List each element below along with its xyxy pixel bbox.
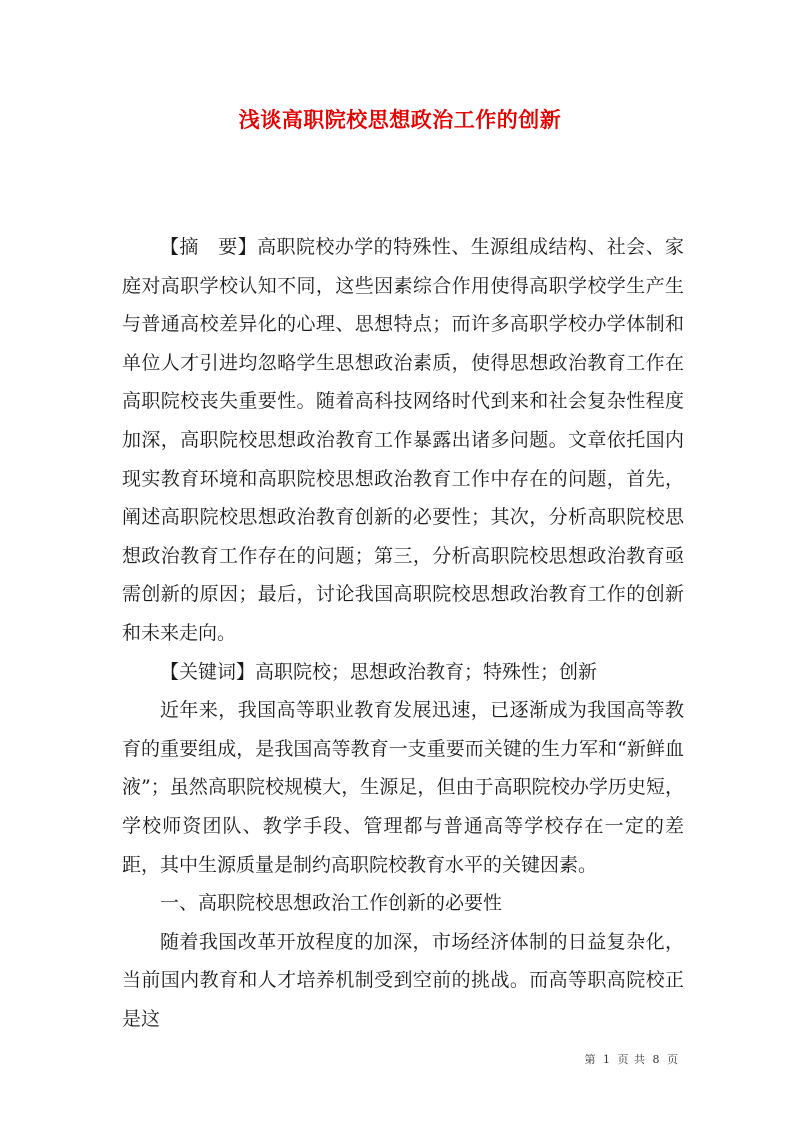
section-paragraph: 随着我国改革开放程度的加深，市场经济体制的日益复杂化，当前国内教育和人才培养机制受到空前的挑战。而高等职高院校正是这 — [122, 930, 684, 1030]
footer-current-page: 1 — [603, 1053, 611, 1066]
document-title: 浅谈高职院校思想政治工作的创新 — [238, 107, 562, 132]
section-heading: 一、高职院校思想政治工作创新的必要性 — [160, 892, 503, 915]
keywords-paragraph: 【关键词】高职院校；思想政治教育；特殊性；创新 — [160, 660, 598, 683]
document-body — [122, 228, 684, 1038]
footer-mid: 页 共 — [617, 1053, 646, 1066]
page-footer — [584, 1051, 681, 1067]
footer-total-pages: 8 — [652, 1053, 661, 1066]
abstract-paragraph: 【摘 要】高职院校办学的特殊性、生源组成结构、社会、家庭对高职学校认知不同，这些因素综合作用使得高职学校学生产生与普通高校差异化的心理、思想特点；而许多高职学校办学体制和单位人才引进均忽略学生思想政治素质，使得思想政治教育工作在高职院校丧失重要性。随着高科技网络时代到来和社会复杂性程度加深，高职院校思想政治教育工作暴露出诸多问题。文章依托国内现实教育环境和高职院校思想政治教育工作中存在的问题，首先，阐述高职院校思想政治教育创新的必要性；其次，分析高职院校思想政治教育工作存在的问题；第三，分析高职院校思想政治教育亟需创新的原因；最后，讨论我国高职院校思想政治教育工作的创新和未来走向。 — [122, 236, 684, 644]
intro-paragraph: 近年来，我国高等职业教育发展迅速，已逐渐成为我国高等教育的重要组成，是我国高等教育一支重要而关键的生力军和“新鲜血液”；虽然高职院校规模大，生源足，但由于高职院校办学历史短，学校师资团队、教学手段、管理都与普通高等学校存在一定的差距，其中生源质量是制约高职院校教育水平的关键因素。 — [122, 699, 684, 876]
footer-prefix: 第 — [584, 1053, 597, 1066]
footer-suffix: 页 — [667, 1053, 679, 1066]
